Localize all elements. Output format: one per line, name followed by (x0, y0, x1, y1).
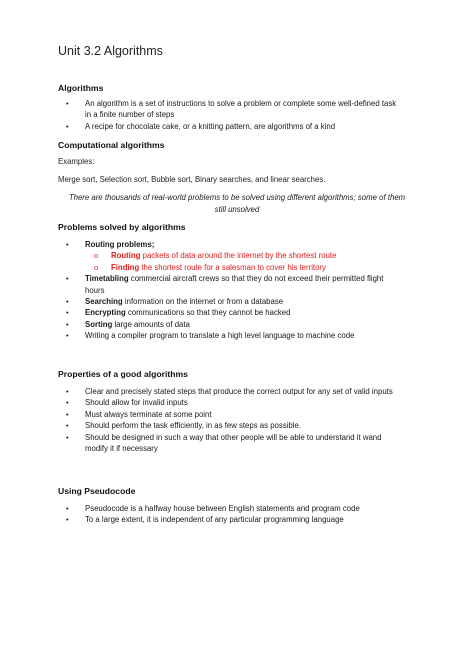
list-item: • Should allow for invalid inputs (66, 398, 188, 408)
examples-label: Examples: (58, 157, 95, 166)
list-item: • A recipe for chocolate cake, or a knitting pattern, are algorithms of a kind (66, 121, 336, 131)
bullet-icon: • (66, 240, 69, 249)
list-item: • Pseudocode is a halfway house between English statements and program code (66, 504, 360, 513)
list-item: • Timetabling commercial aircraft crews so that they do not exceed their permitted flight hours (66, 274, 384, 295)
list-item: • Must always terminate at some point (66, 409, 212, 419)
bullet-icon: • (66, 99, 69, 108)
bullet-icon: • (66, 319, 69, 329)
list-item: • Routing problems; (66, 240, 155, 249)
bullet-icon: • (66, 515, 69, 525)
heading-computational-algorithms: Computational algorithms (58, 140, 165, 150)
list-item: • Should be designed in such a way that other people will be able to understand it wand modify it if necessary (66, 432, 382, 454)
sub-list-item: o Routing packets of data around the internet by the shortest route (94, 251, 337, 261)
bullet-icon: • (66, 421, 69, 431)
list-item: • Writing a compiler program to translate a high level language to machine code (66, 331, 355, 341)
list-item: • Searching information on the internet or from a database (66, 297, 284, 307)
bullet-icon: • (66, 387, 69, 396)
bullet-icon: • (66, 432, 69, 442)
page-title: Unit 3.2 Algorithms (58, 44, 163, 58)
algorithms-list (58, 98, 418, 132)
unsolved-note: There are thousands of real-world problems to be solved using different algorithms; some of them still unsolved (68, 193, 406, 214)
bullet-icon: • (66, 121, 69, 131)
heading-algorithms: Algorithms (58, 83, 104, 93)
examples-text: Merge sort, Selection sort, Bubble sort, Binary searches, and linear searches. (58, 175, 326, 184)
problems-list (58, 239, 418, 342)
bullet-icon: • (66, 297, 69, 307)
sub-bullet-icon: o (94, 262, 99, 272)
heading-problems-solved: Problems solved by algorithms (58, 222, 186, 232)
list-item: • An algorithm is a set of instructions to solve a problem or complete some well-defined task in a finite number of steps (66, 99, 397, 120)
list-item: • Clear and precisely stated steps that produce the correct output for any set of valid inputs (66, 387, 393, 396)
sub-list-item: o Finding the shortest route for a salesman to cover his territory (94, 262, 326, 272)
heading-properties: Properties of a good algorithms (58, 369, 188, 379)
bullet-icon: • (66, 308, 69, 318)
bullet-icon: • (66, 409, 69, 419)
bullet-icon: • (66, 331, 69, 341)
sub-bullet-icon: o (94, 251, 99, 261)
list-item: • To a large extent, it is independent of any particular programming language (66, 515, 344, 525)
list-item: • Should perform the task efficiently, in as few steps as possible. (66, 421, 301, 431)
bullet-icon: • (66, 274, 69, 284)
list-item: • Encrypting communications so that they cannot be hacked (66, 308, 291, 318)
bullet-icon: • (66, 398, 69, 408)
bullet-icon: • (66, 504, 69, 513)
heading-using-pseudocode: Using Pseudocode (58, 486, 136, 496)
pseudocode-list (58, 503, 418, 526)
properties-list (58, 386, 418, 454)
list-item: • Sorting large amounts of data (66, 319, 190, 329)
